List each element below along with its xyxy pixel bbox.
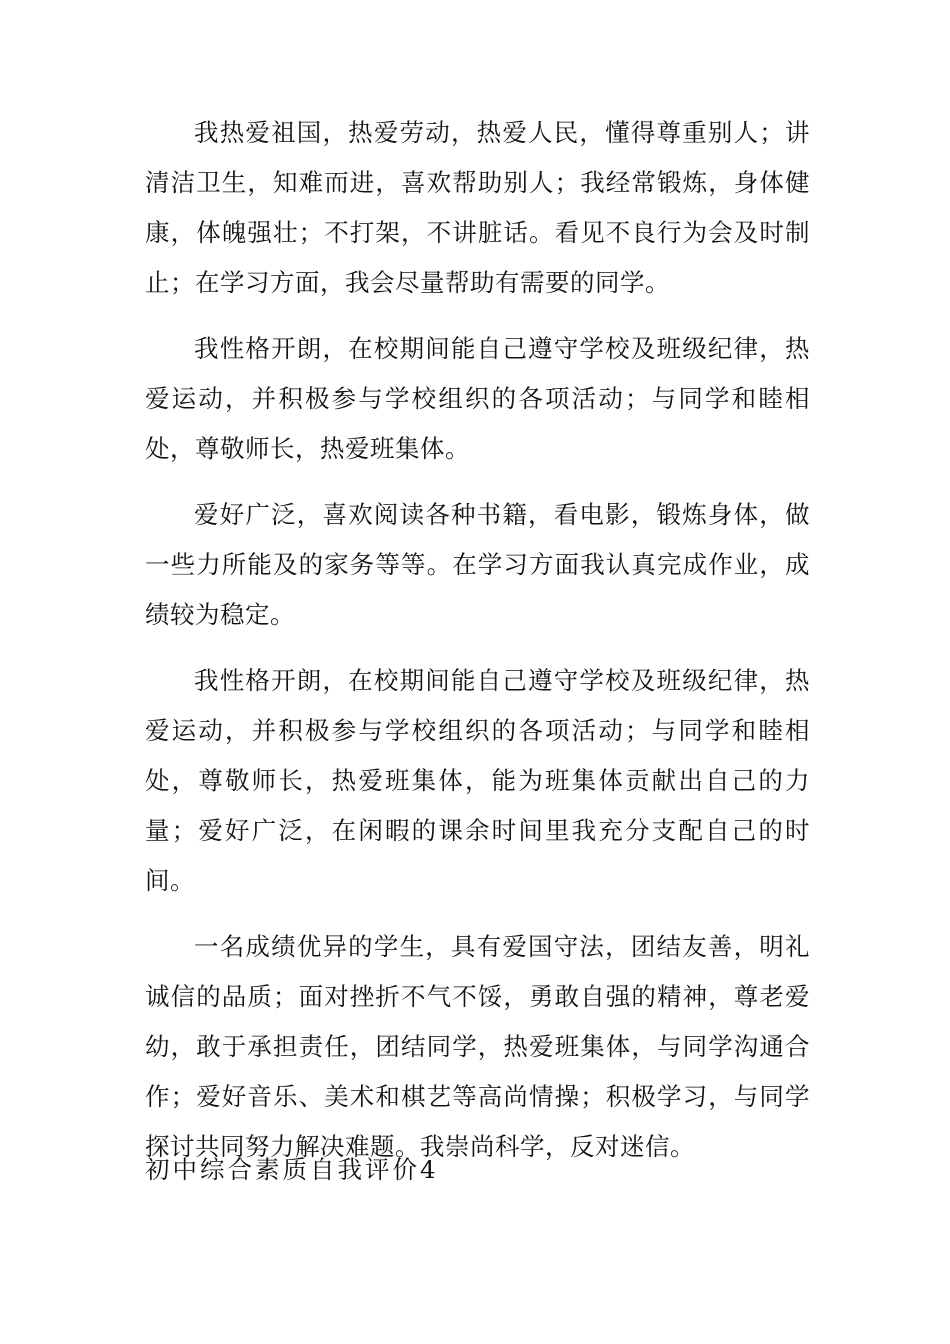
paragraph-1: 我热爱祖国，热爱劳动，热爱人民，懂得尊重别人；讲清洁卫生，知难而进，喜欢帮助别人；我经常锻炼，身体健康，体魄强壮；不打架，不讲脏话。看见不良行为会及时制止；在学习方面，我会尽量帮助有需要的同学。 [145, 118, 810, 297]
section-heading: 初中综合素质自我评价4 [145, 1155, 439, 1184]
paragraph-5: 一名成绩优异的学生，具有爱国守法，团结友善，明礼诚信的品质；面对挫折不气不馁，勇敢自强的精神，尊老爱幼，敢于承担责任，团结同学，热爱班集体，与同学沟通合作；爱好音乐、美术和棋艺等高尚情操；积极学习，与同学探讨共同努力解决难题。我崇尚科学，反对迷信。 [145, 932, 810, 1161]
paragraph-2: 我性格开朗，在校期间能自己遵守学校及班级纪律，热爱运动，并积极参与学校组织的各项活动；与同学和睦相处，尊敬师长，热爱班集体。 [145, 334, 810, 463]
document-body [145, 108, 810, 1172]
paragraph-3: 爱好广泛，喜欢阅读各种书籍，看电影，锻炼身体，做一些力所能及的家务等等。在学习方面我认真完成作业，成绩较为稳定。 [145, 500, 810, 629]
paragraph-4: 我性格开朗，在校期间能自己遵守学校及班级纪律，热爱运动，并积极参与学校组织的各项活动；与同学和睦相处，尊敬师长，热爱班集体，能为班集体贡献出自己的力量；爱好广泛，在闲暇的课余时间里我充分支配自己的时间。 [145, 666, 810, 895]
